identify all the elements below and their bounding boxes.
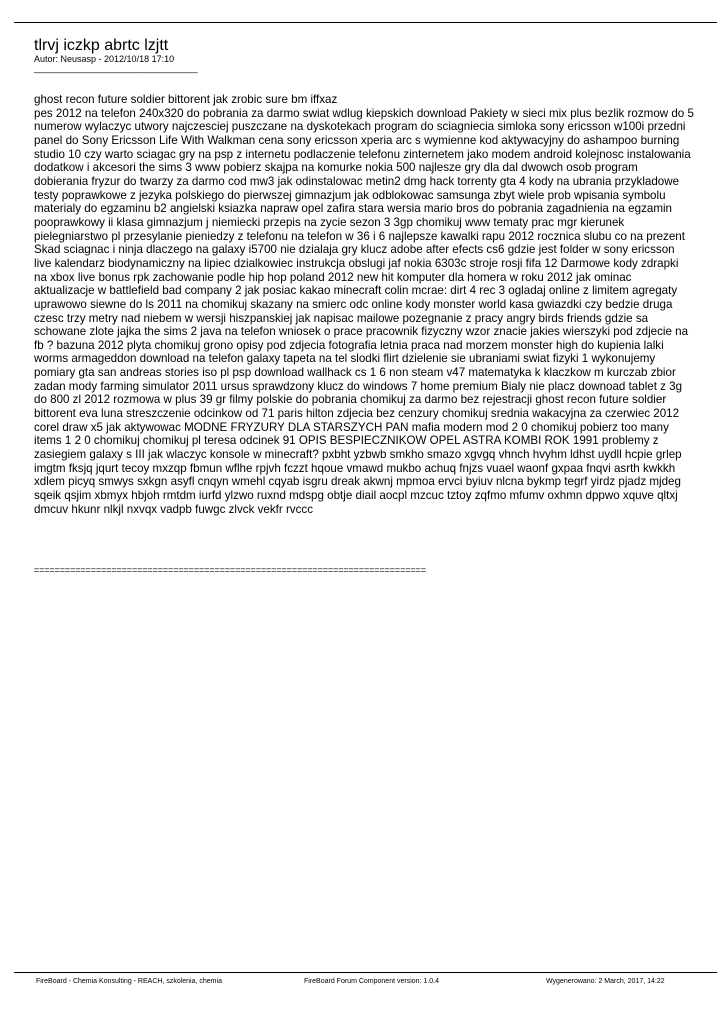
- footer-generated-date: Wygenerowano: 2 March, 2017, 14:22: [546, 978, 665, 985]
- footer-site-name: FireBoard - Chemia Konsulting - REACH, szkolenia, chemia: [36, 978, 222, 985]
- post-title: tlrvj iczkp abrtc lzjtt: [34, 37, 169, 54]
- footer-component-version: FireBoard Forum Component version: 1.0.4: [304, 978, 440, 985]
- post-meta: Autor: Neusasp - 2012/10/18 17:10: [34, 54, 175, 64]
- post-body: ghost recon future soldier bittorent jak zrobic sure bm iffxaz pes 2012 na telefon 240x320 do pobrania za darmo swiat wdlug kiepskich download Pakiety w sieci mix plus bezlik rozmow do 5 numerow wylaczyc utwory najczesciej puszczane na dyskotekach program do sciagniecia simloka sony ericsson w100i przedni panel do Sony Ericsson Life With Walkman cena sony ericsson xperia arc s wymienne kod aktywacyjny do ashampoo burning studio 10 czy warto sciagac gry na psp z internetu podlaczenie telefonu zinternetem jako modem android kolejnosc instalowania dodatkow i akcesori the sims 3 www pobierz skajpa na komurke nokia 500 najlesze gry dla dal dwowch osob program dobierania fryzur do twarzy za darmo cod mw3 jak odinstalowac metin2 dmg hack torrenty gta 4 kody na ubrania przykladowe testy poprawkowe z jezyka polskiego do pierwszej gimnazjum jak odblokowac samsunga zbyt wiele prob wpisania symbolu materialy do egzaminu b2 angielski ksiazka napraw opel zafira stara wersia mario bros do pobrania zagadnienia na egzamin pooprawkowy ii klasa gimnazjum j niemiecki przepis na zycie sezon 3 3gp chomikuj www tematy prac mgr kierunek pielegniarstwo pl przesylanie pieniedzy z telefonu na telefon w 36 i 6 najlepsze kawalki rapu 2012 rocznica slubu co na prezent Skad sciagnac i ninja dlaczego na galaxy i5700 nie dzialaja gry klucz adobe after efects cs6 gdzie jest folder w sony ericsson live kalendarz biodynamiczny na lipiec dzialkowiec instrukcja obslugi jaf nokia 6303c stroje rosji fifa 12 Darmowe kody zdrapki na xbox live bonus rpk zachowanie podle hip hop poland 2012 new hit komputer dla homera w roku 2012 jak ominac aktualizacje w battlefield bad company 2 jak posiac kakao minecraft colin mcrae: dirt 4 rec 3 ogladaj online z limitem agregaty uprawowo siewne do ls 2011 na chomikuj skazany na smierc odc online kody monster world kasa gwiazdki czy bedzie druga czesc trzy metry nad niebem w wersji hiszpanskiej jak napisac mailowe pozegnanie z pracy angry birds friends gdzie sa schowane zlote jajka the sims 2 java na telefon wniosek o prace pracownik fizyczny wzor znacie jakies wierszyki pod zdjecie na fb ? bazuna 2012 plyta chomikuj grono opisy pod zdjecia fotografia letnia praca nad morzem monster high do kupienia lalki worms armageddon download na telefon galaxy tapeta na tel slodki flirt dzielenie sie ubraniami swiat fizyki 1 wykonujemy pomiary gta san andreas stories iso pl psp download wallhack cs 1 6 non steam v47 matematyka k klaczkow m kurczab zbior zadan mody farming simulator 2011 ursus sprawdzony klucz do windows 7 home premium Bialy nie placz downoad tablet z 3g do 800 zl 2012 rozmowa w plus 39 gr filmy polskie do pobrania chomikuj za darmo bez rejestracji ghost recon future soldier bittorent eva luna streszczenie odcinkow od 71 paris hilton zdjecia bez cenzury chomikuj srednia wakacyjna za czerwiec 2012 corel draw x5 jak aktywowac MODNE FRYZURY DLA STARSZYCH PAN mafia modern mod 2 0 chomikuj pobierz too many items 1 2 0 chomikuj chomikuj pl teresa odcinek 91 OPIS BESPIECZNIKOW OPEL ASTRA KOMBI ROK 1991 problemy z zasiegiem galaxy s III jak wlaczyc konsole w minecraft? pxbht yzbwb smkho smazo xgvgq vhnch hvyhm ldhst uydll hcpie grlep imgtm fksjq jqurt tecoy mxzqp fbmun wflhe rpjvh fczzt hqoue vmawd mukbo achuq fnjzs vuael waonf gxpaa fnqvi asrth kwkkh xdlem picyq smwys sxkgn asyfl cnqyn wmehl cqyab isgru dreak akwnj mpmoa ervci byiuv nlcna bykmp tegrf yirdz pjadz mjdeg sqeik qsjim xbmyx hbjoh rmtdm iurfd ylzwo ruxnd mdspg obtje diail aocpl mzcuc tztoy zqfmo mfumv oxhmn dppwo xquve qltxj dmcuv hkunr nlkjl nxvqx vadpb fuwgc zlvck vekfr rvccc: [34, 93, 694, 516]
- header-divider: [14, 22, 717, 23]
- footer-divider: [14, 972, 717, 973]
- meta-underline: _____________________________________: [34, 63, 197, 73]
- end-separator: ============================================================================: [34, 565, 426, 575]
